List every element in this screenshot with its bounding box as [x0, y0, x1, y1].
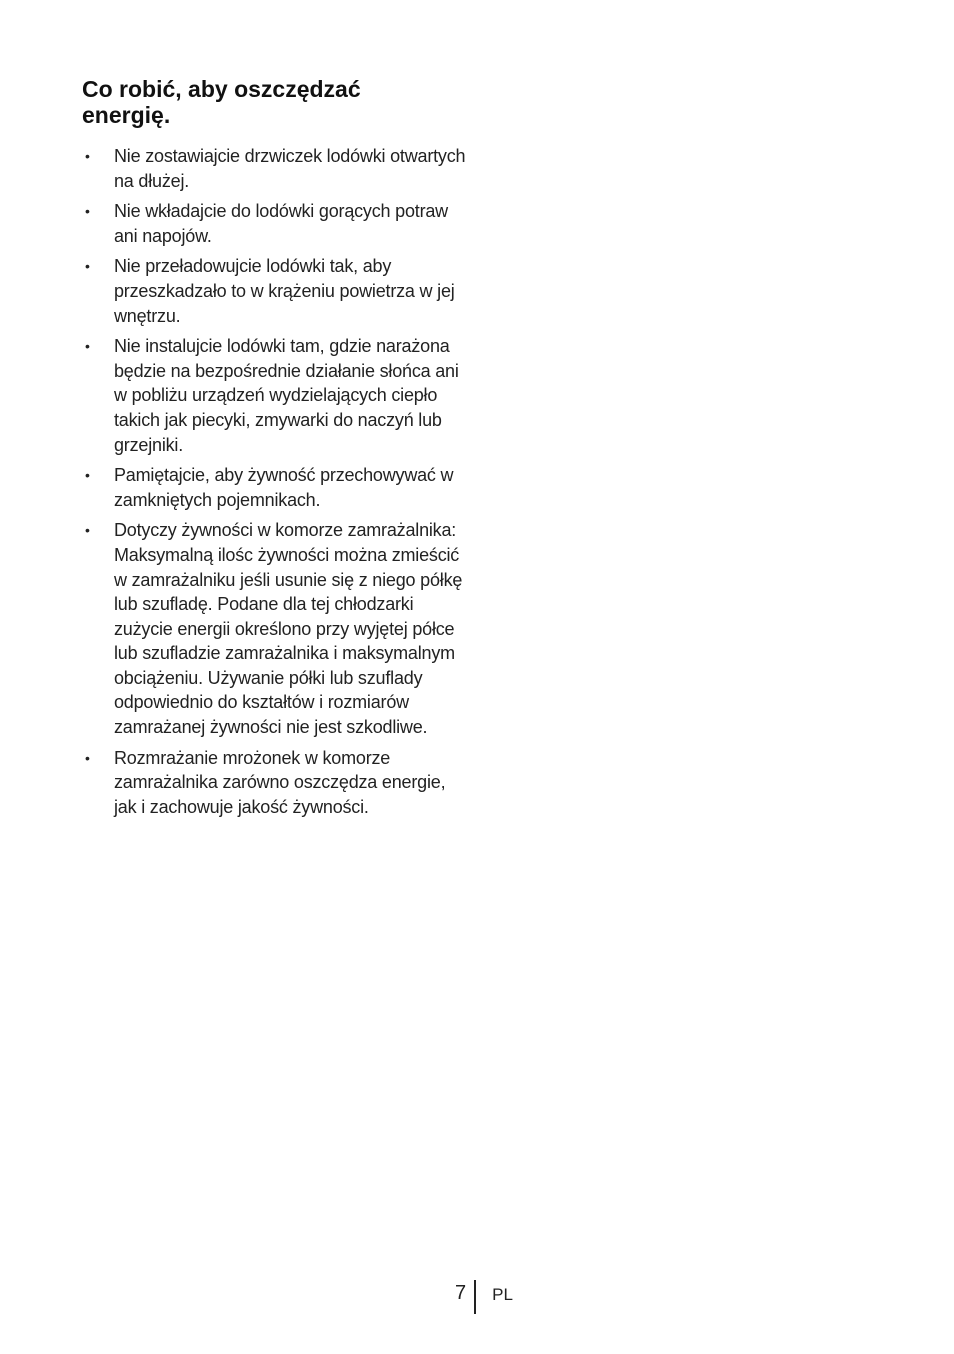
- bullet-icon: •: [85, 258, 90, 275]
- list-item: [82, 518, 472, 739]
- title-line-1: Co robić, aby oszczędzać: [82, 76, 361, 102]
- bullet-icon: •: [85, 338, 90, 355]
- footer-divider: [474, 1280, 476, 1314]
- list-item: [82, 254, 472, 328]
- list-item: [82, 334, 472, 457]
- bullet-icon: •: [85, 467, 90, 484]
- list-item: [82, 746, 472, 820]
- bullet-icon: •: [85, 749, 90, 766]
- page-content: [82, 76, 472, 825]
- list-item: [82, 144, 472, 193]
- bullet-icon: •: [85, 203, 90, 220]
- list-item-text: Pamiętajcie, aby żywność przechowywać w zamkniętych pojemnikach.: [114, 465, 454, 510]
- list-item-text: Dotyczy żywności w komorze zamrażalnika: Maksymalną ilośc żywności można zmieścić w zamrażalniku jeśli usunie się z niego półkę lub szufladę. Podane dla tej chłodzarki zużycie energii określono przy wyjętej półce lub szufladzie zamrażalnika i maksymalnym obciążeniu. Używanie półki lub szuflady odpowiednio do kształtów i rozmiarów zamrażanej żywności nie jest szkodliwe.: [114, 520, 463, 738]
- list-item-text: Nie wkładajcie do lodówki gorących potraw ani napojów.: [114, 201, 448, 246]
- bullet-icon: •: [85, 522, 90, 539]
- language-code: PL: [492, 1285, 513, 1304]
- bullet-icon: •: [85, 148, 90, 164]
- list-item-text: Nie instalujcie lodówki tam, gdzie narażona będzie na bezpośrednie działanie słońca ani w pobliżu urządzeń wydzielających ciepło takich jak piecyki, zmywarki do naczyń lub grzejniki.: [114, 336, 459, 455]
- energy-tips-list: [82, 144, 472, 819]
- page-footer: [455, 1280, 513, 1314]
- list-item-text: Nie przeładowujcie lodówki tak, aby przeszkadzało to w krążeniu powietrza w jej wnętrzu.: [114, 256, 455, 326]
- list-item-text: Nie zostawiajcie drzwiczek lodówki otwartych na dłużej.: [114, 146, 466, 191]
- list-item: [82, 463, 472, 512]
- list-item: [82, 199, 472, 248]
- list-item-text: Rozmrażanie mrożonek w komorze zamrażalnika zarówno oszczędza energie, jak i zachowuje jakość żywności.: [114, 747, 446, 817]
- title-line-2: energię.: [82, 102, 171, 128]
- page-number: 7: [455, 1282, 467, 1304]
- page-title: [82, 76, 472, 128]
